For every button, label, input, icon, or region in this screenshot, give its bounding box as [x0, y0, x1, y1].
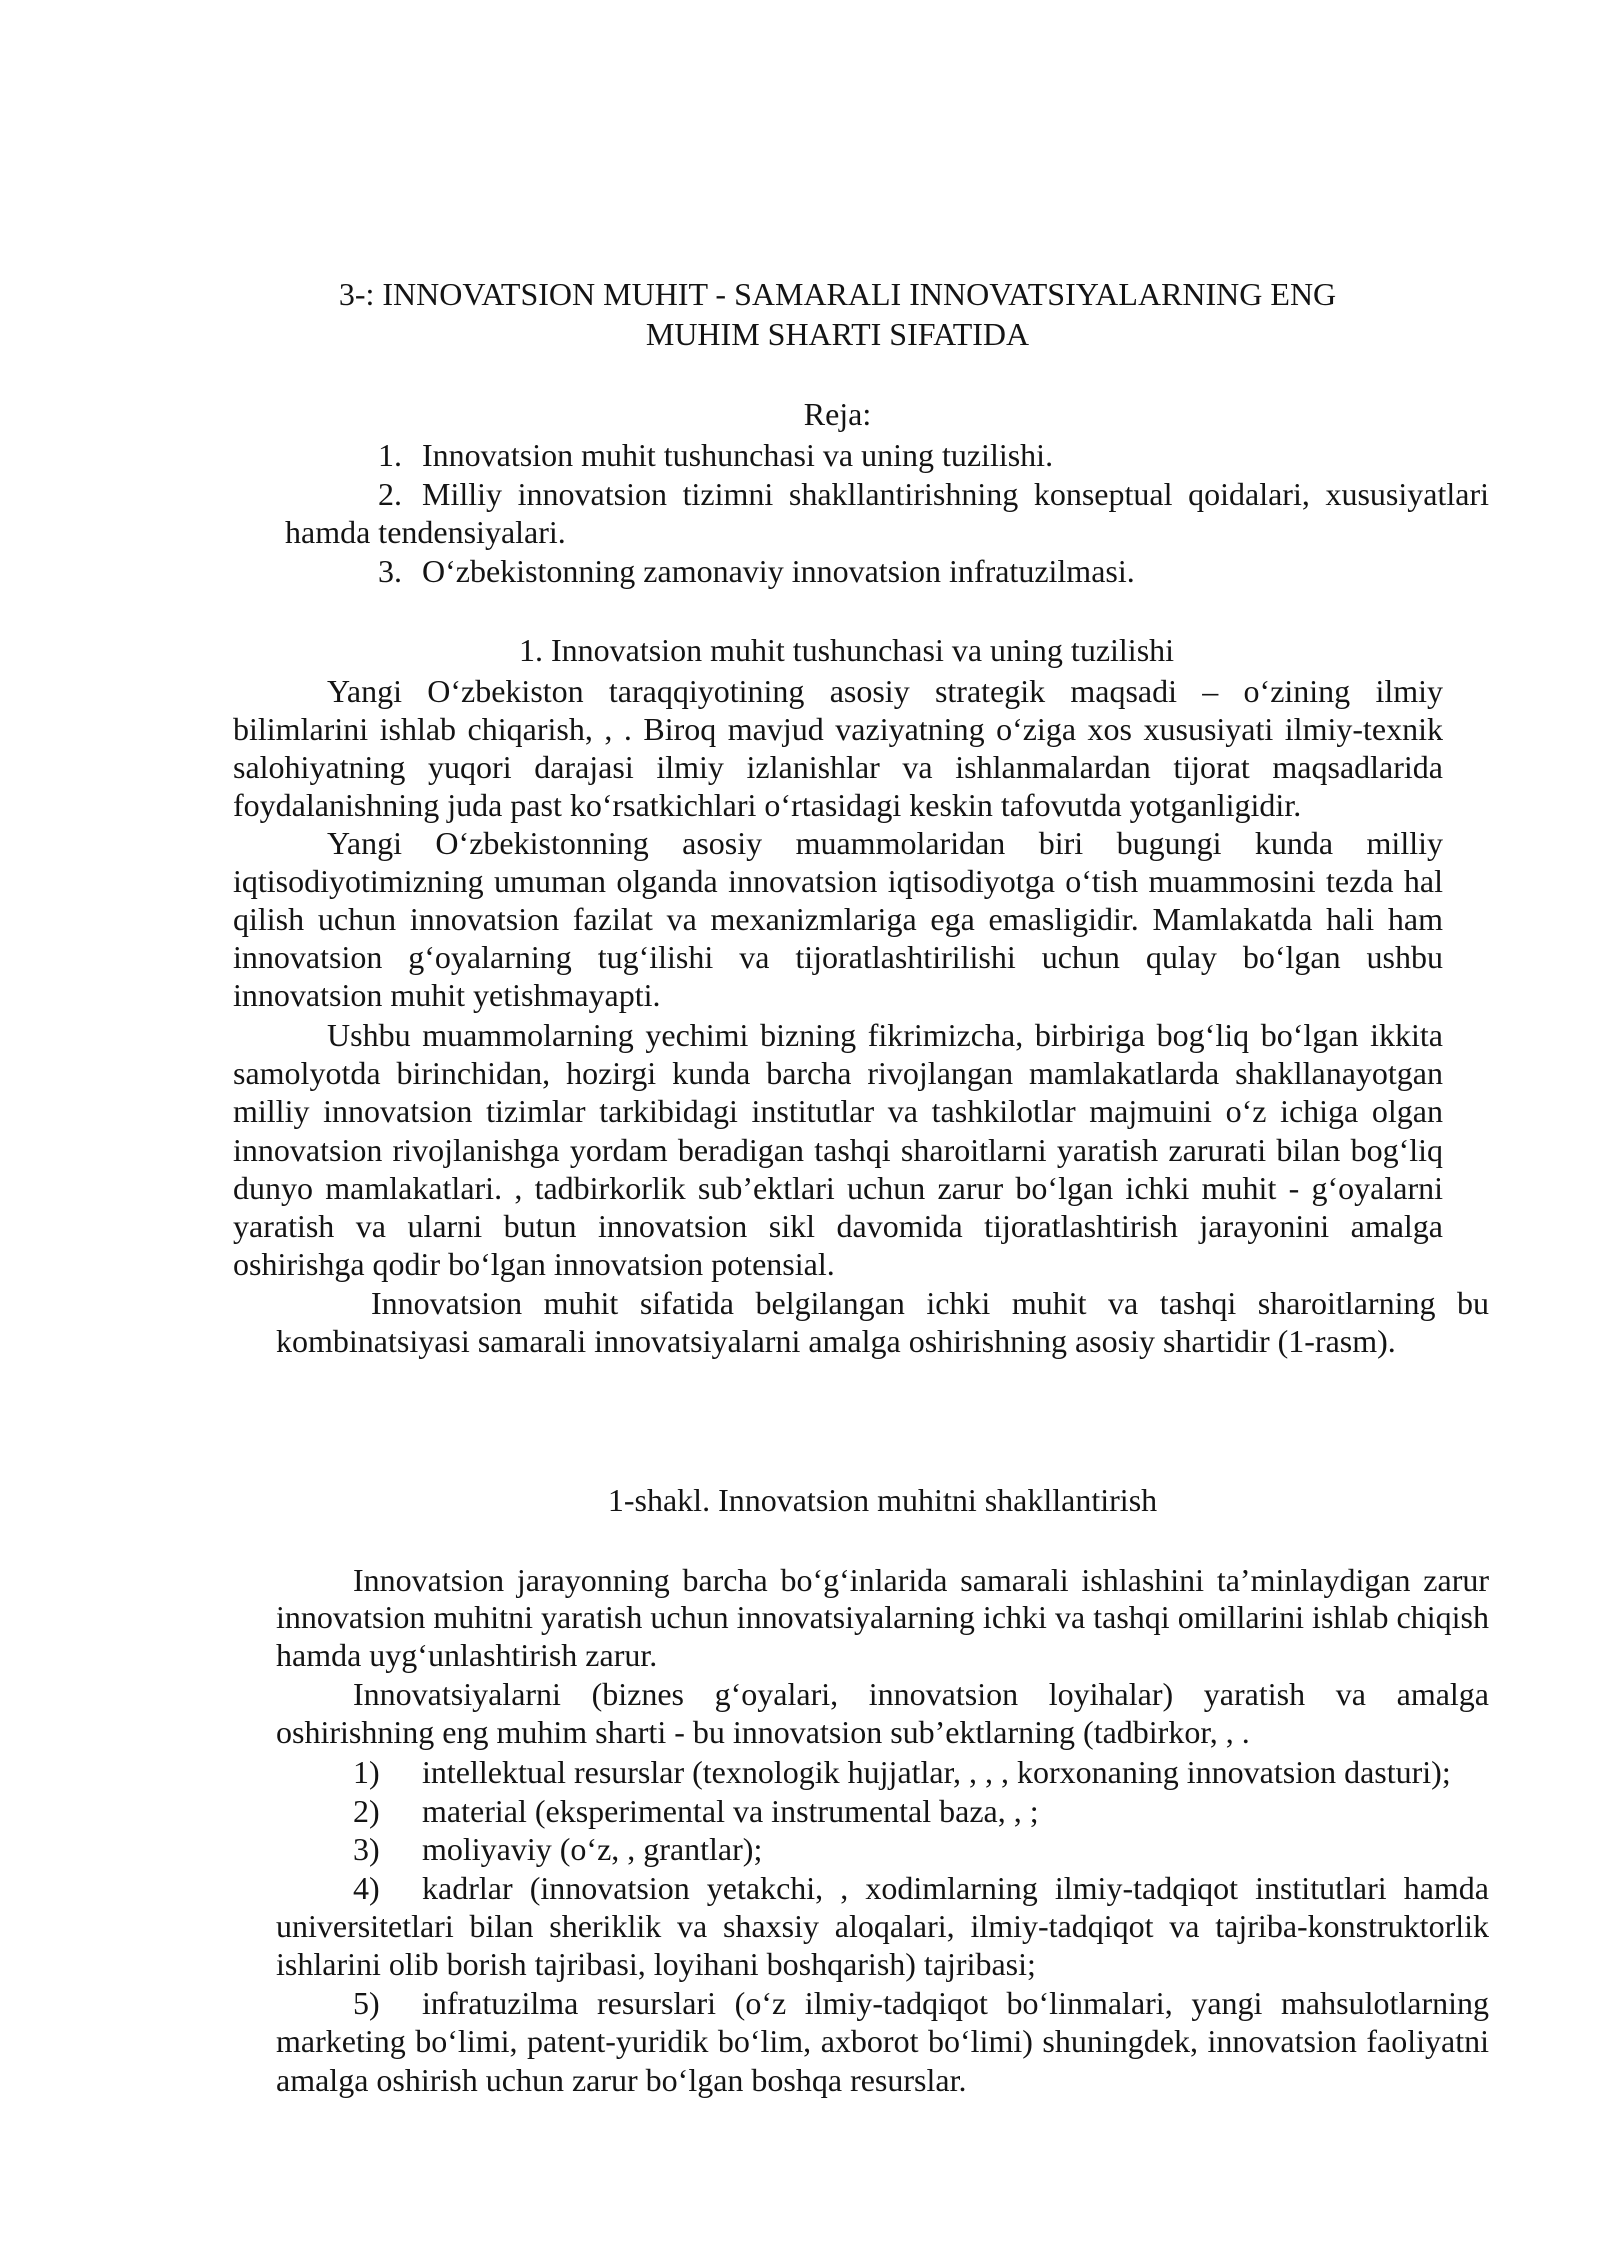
paragraph-line: yaratish va ularni butun innovatsion sikl davomida tijoratlashtirish jarayonini amalga	[233, 1208, 1443, 1244]
list-item-number: 2)	[353, 1793, 380, 1829]
paragraph-line: foydalanishning juda past ko‘rsatkichlari o‘rtasidagi keskin tafovutda yotganligidir.	[233, 787, 1302, 823]
paragraph-line: Innovatsion muhit sifatida belgilangan ichki muhit va tashqi sharoitlarning bu	[371, 1285, 1489, 1321]
paragraph-line: Ushbu muammolarning yechimi bizning fikrimizcha, birbiriga bog‘liq bo‘lgan ikkita	[327, 1017, 1443, 1053]
paragraph-line: Innovatsion jarayonning barcha bo‘g‘inlarida samarali ishlashini ta’minlaydigan zarur	[353, 1562, 1489, 1598]
list-item-text: ishlarini olib borish tajribasi, loyihani boshqarish) tajribasi;	[276, 1946, 1036, 1982]
paragraph-line: bilimlarini ishlab chiqarish, , . Biroq mavjud vaziyatning o‘ziga xos xususiyati ilmiy-texnik	[233, 711, 1443, 747]
plan-item-text: Milliy innovatsion tizimni shakllantirishning konseptual qoidalari, xususiyatlari	[422, 476, 1489, 512]
list-item-text: marketing bo‘limi, patent-yuridik bo‘lim, axborot bo‘limi) shuningdek, innovatsion faoliyatni	[276, 2023, 1489, 2059]
paragraph-line: hamda uyg‘unlashtirish zarur.	[276, 1637, 658, 1673]
list-item-number: 5)	[353, 1985, 380, 2021]
list-item-text: moliyaviy (o‘z, , grantlar);	[422, 1831, 763, 1867]
list-item-text: intellektual resurslar (texnologik hujjatlar, , , , korxonaning innovatsion dasturi);	[422, 1754, 1451, 1790]
paragraph-line: Innovatsiyalarni (biznes g‘oyalari, innovatsion loyihalar) yaratish va amalga	[353, 1676, 1489, 1712]
list-item-number: 4)	[353, 1870, 380, 1906]
plan-item-text: hamda tendensiyalari.	[285, 514, 566, 550]
paragraph-line: Yangi O‘zbekiston taraqqiyotining asosiy strategik maqsadi – o‘zining ilmiy	[327, 673, 1443, 709]
paragraph-line: salohiyatning yuqori darajasi ilmiy izlanishlar va ishlanmalardan tijorat maqsadlarida	[233, 749, 1443, 785]
paragraph-line: dunyo mamlakatlari. , tadbirkorlik sub’ektlari uchun zarur bo‘lgan ichki muhit - g‘oyalarni	[233, 1170, 1443, 1206]
paragraph-line: milliy innovatsion tizimlar tarkibidagi institutlar va tashkilotlar majmuini o‘z ichiga olgan	[233, 1093, 1443, 1129]
paragraph-line: innovatsion muhitni yaratish uchun innovatsiyalarning ichki va tashqi omillarini ishlab chiqish	[276, 1599, 1489, 1635]
paragraph-line: qilish uchun innovatsion fazilat va mexanizmlariga ega emasligidir. Mamlakatda hali ham	[233, 901, 1443, 937]
list-item-text: kadrlar (innovatsion yetakchi, , xodimlarning ilmiy-tadqiqot institutlari hamda	[422, 1870, 1489, 1906]
document-title-line: MUHIM SHARTI SIFATIDA	[645, 316, 1030, 352]
plan-item-text: Innovatsion muhit tushunchasi va uning tuzilishi.	[422, 437, 1054, 473]
paragraph-line: kombinatsiyasi samarali innovatsiyalarni amalga oshirishning asosiy shartidir (1-rasm).	[276, 1323, 1396, 1359]
paragraph-line: oshirishning eng muhim sharti - bu innovatsion sub’ektlarning (tadbirkor, , .	[276, 1714, 1250, 1750]
list-item-text: infratuzilma resurslari (o‘z ilmiy-tadqiqot bo‘linmalari, yangi mahsulotlarning	[422, 1985, 1489, 2021]
plan-item-text: O‘zbekistonning zamonaviy innovatsion infratuzilmasi.	[422, 553, 1135, 589]
paragraph-line: innovatsion rivojlanishga yordam beradigan tashqi sharoitlarni yaratish zarurati bilan bog‘liq	[233, 1132, 1443, 1168]
paragraph-line: samolyotda birinchidan, hozirgi kunda barcha rivojlangan mamlakatlarda shakllanayotgan	[233, 1055, 1443, 1091]
paragraph-line: iqtisodiyotimizning umuman olganda innovatsion iqtisodiyotga o‘tish muammosini tezda hal	[233, 863, 1443, 899]
paragraph-line: innovatsion muhit yetishmayapti.	[233, 977, 661, 1013]
list-item-number: 3)	[353, 1831, 380, 1867]
list-item-text: universitetlari bilan sheriklik va shaxsiy aloqalari, ilmiy-tadqiqot va tajriba-konstruktorlik	[276, 1908, 1489, 1944]
section-heading: 1. Innovatsion muhit tushunchasi va uning tuzilishi	[518, 632, 1175, 668]
paragraph-line: innovatsion g‘oyalarning tug‘ilishi va tijoratlashtirilishi uchun qulay bo‘lgan ushbu	[233, 939, 1443, 975]
paragraph-line: oshirishga qodir bo‘lgan innovatsion potensial.	[233, 1246, 835, 1282]
plan-item-number: 1.	[378, 437, 402, 473]
document-title-line: 3-: INNOVATSION MUHIT - SAMARALI INNOVATSIYALARNING ENG	[338, 276, 1337, 312]
plan-label: Reja:	[803, 396, 872, 432]
list-item-number: 1)	[353, 1754, 380, 1790]
figure-caption: 1-shakl. Innovatsion muhitni shakllantirish	[607, 1482, 1158, 1518]
plan-item-number: 3.	[378, 553, 402, 589]
list-item-text: amalga oshirish uchun zarur bo‘lgan boshqa resurslar.	[276, 2062, 967, 2098]
paragraph-line: Yangi O‘zbekistonning asosiy muammolaridan biri bugungi kunda milliy	[327, 825, 1443, 861]
list-item-text: material (eksperimental va instrumental baza, , ;	[422, 1793, 1039, 1829]
plan-item-number: 2.	[378, 476, 402, 512]
